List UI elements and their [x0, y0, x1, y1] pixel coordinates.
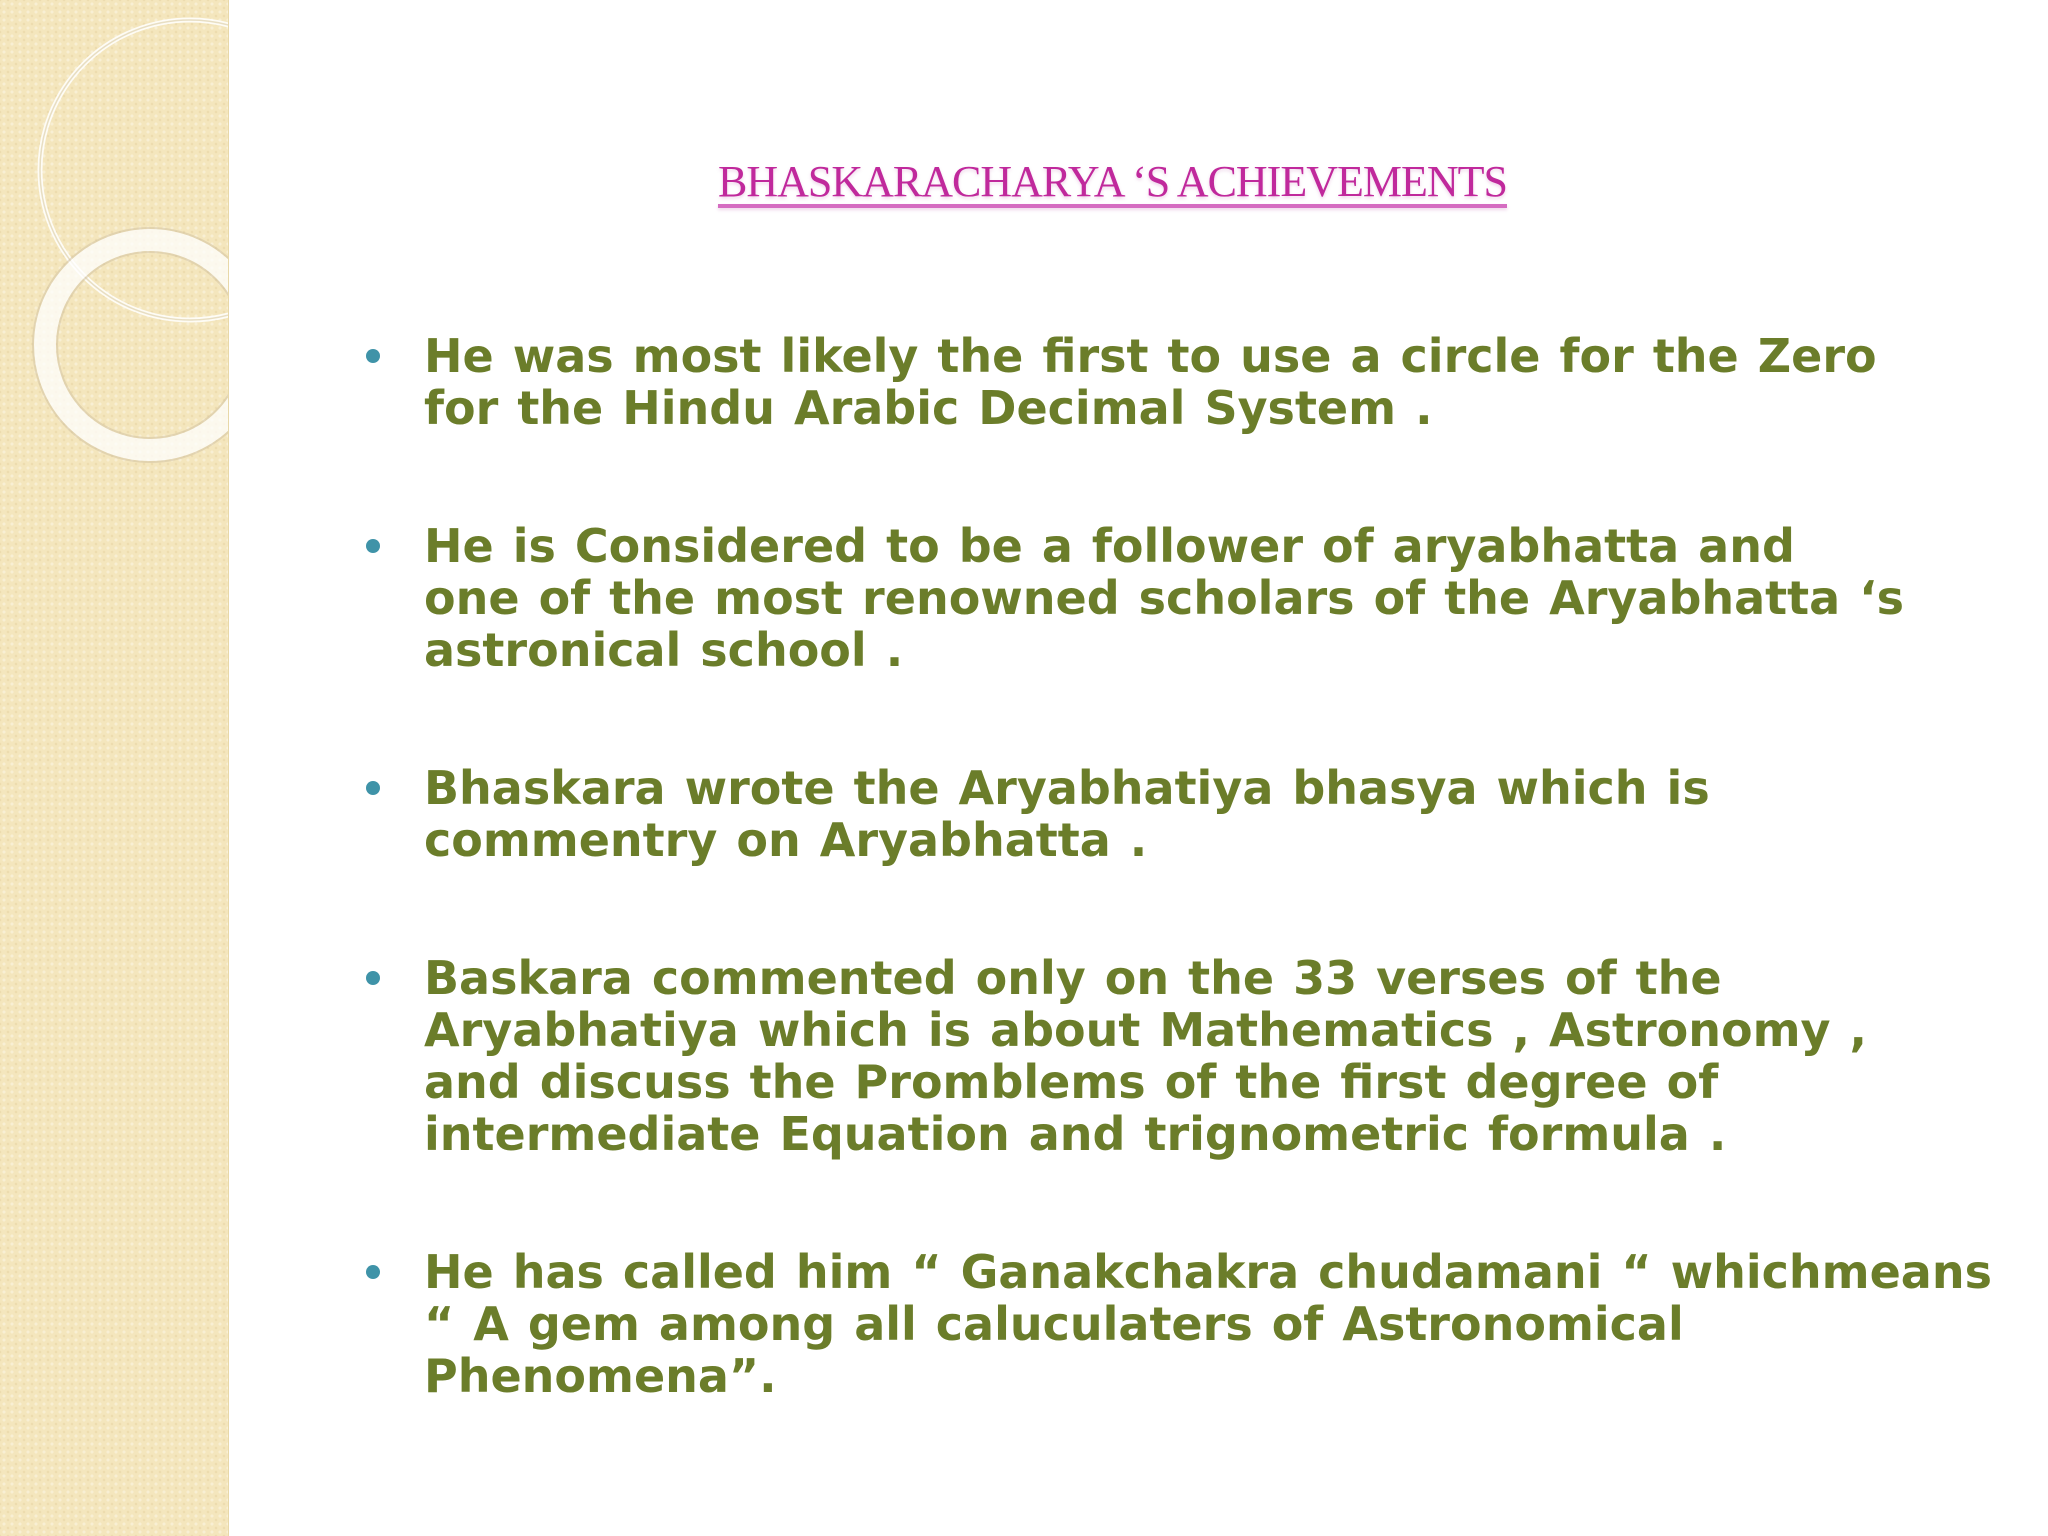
bullet-dot-icon [366, 781, 380, 795]
bullet-text: He has called him “ Ganakchakra chudamani “ whichmeans “ A gem among all caluculaters of Astronomical Phenomena”. [424, 1245, 1992, 1403]
bullet-text: Baskara commented only on the 33 verses of the Aryabhatiya which is about Mathematics , Astronomy , and discuss the Promblems of the first degree of intermediate Equation and trignometric formula . [424, 951, 1868, 1161]
bullet-text: He is Considered to be a follower of aryabhatta and one of the most renowned scholars of the Aryabhatta ‘s astronical school . [424, 519, 1905, 677]
bullet-dot-icon [366, 539, 380, 553]
bullet-dot-icon [366, 1265, 380, 1279]
bullet-text: He was most likely the first to use a circle for the Zero for the Hindu Arabic Decimal System . [424, 329, 1877, 435]
bullet-dot-icon [366, 349, 380, 363]
bullet-text: Bhaskara wrote the Aryabhatiya bhasya which is commentry on Aryabhatta . [424, 761, 1710, 867]
slide-title: BHASKARACHARYA ‘S ACHIEVEMENTS [717, 157, 1507, 206]
bullet-dot-icon [366, 971, 380, 985]
